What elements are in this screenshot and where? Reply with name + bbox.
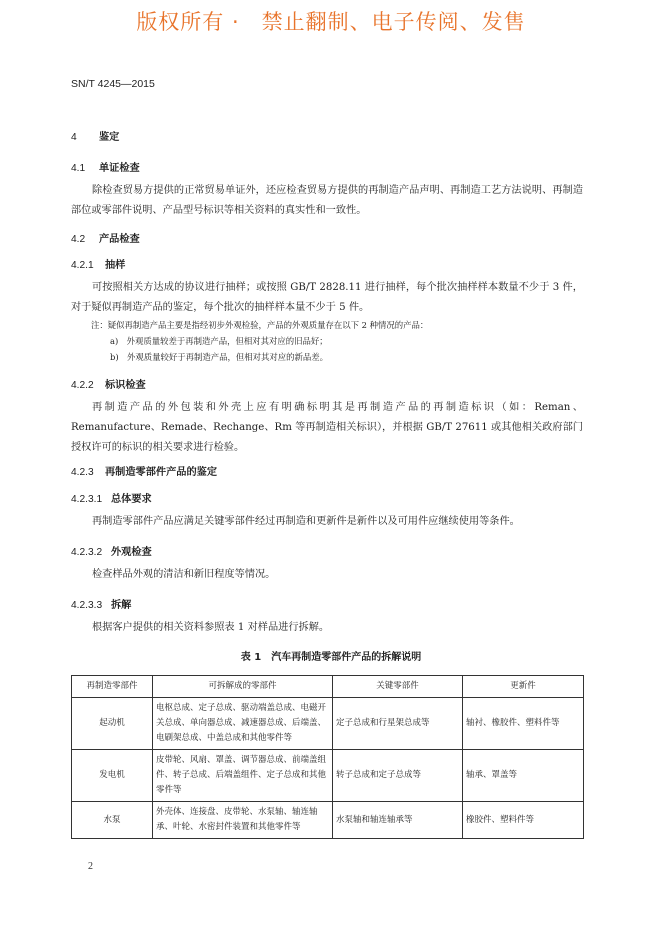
section-title: 鉴定: [99, 132, 120, 143]
table-row: [72, 750, 584, 802]
table-header-cell: 可拆解成的零部件: [153, 676, 333, 698]
section-title: 标识检查: [105, 380, 146, 391]
page-number: 2: [88, 861, 93, 872]
copyright-watermark: 版权所有 · 禁止翻制、电子传阅、发售: [136, 10, 526, 34]
section-heading: [71, 376, 146, 391]
section-title: 总体要求: [111, 494, 152, 505]
section-heading: [71, 256, 125, 271]
table-cell: 转子总成和定子总成等: [333, 750, 463, 802]
section-title: 再制造零部件产品的鉴定: [105, 467, 218, 478]
table-cell: 轴承、罩盖等: [463, 750, 584, 802]
paragraph-disassembly: 根据客户提供的相关资料参照表 1 对样品进行拆解。: [92, 622, 330, 633]
paragraph-document-check: 除检查贸易方提供的正常贸易单证外，还应检查贸易方提供的再制造产品声明、再制造工艺方法说明、再制造部位或零部件说明、产品型号标识等相关资料的真实性和一致性。: [71, 185, 583, 216]
table-header-cell: 再制造零部件: [72, 676, 153, 698]
section-title: 单证检查: [99, 163, 140, 174]
table-cell: 橡胶件、塑料件等: [463, 802, 584, 839]
section-number: 4.2.3.1: [71, 494, 103, 505]
section-number: 4.2.1: [71, 260, 94, 271]
table-header-cell: 更新件: [463, 676, 584, 698]
table-cell: 起动机: [72, 698, 153, 750]
table-cell: 轴衬、橡胶件、塑料件等: [463, 698, 584, 750]
table-cell: 发电机: [72, 750, 153, 802]
section-number: 4.2.3.2: [71, 547, 103, 558]
table-cell: 外壳体、连接盘、皮带轮、水泵轴、轴连轴承、叶轮、水密封件装置和其他零件等: [153, 802, 333, 839]
paragraph-label-check: 再制造产品的外包装和外壳上应有明确标明其是再制造产品的再制造标识（如：Reman、Remanufacture、Remade、Rechange、Rm 等再制造相关标识），并根据 GB/T 27611 或其他相关政府部门授权许可的标识的相关要求进行检验。: [71, 402, 583, 453]
section-number: 4.1: [71, 163, 86, 174]
table-cell: 电枢总成、定子总成、驱动端盖总成、电磁开关总成、单向器总成、减速器总成、后端盖、电刷架总成、中盖总成和其他零件等: [153, 698, 333, 750]
table-cell: 水泵: [72, 802, 153, 839]
table-cell: 定子总成和行星架总成等: [333, 698, 463, 750]
paragraph-appearance-check: 检查样品外观的清洁和新旧程度等情况。: [92, 569, 276, 580]
table-row: [72, 802, 584, 839]
table-header-row: [72, 676, 584, 698]
section-number: 4.2.2: [71, 380, 94, 391]
section-number: 4.2: [71, 234, 86, 245]
section-heading: [71, 490, 152, 505]
paragraph-general-requirements: 再制造零部件产品应满足关键零部件经过再制造和更新件是新件以及可用件应继续使用等条件。: [92, 516, 520, 527]
section-heading: [71, 463, 217, 478]
note-text: 注：疑似再制造产品主要是指经初步外观检验，产品的外观质量存在以下 2 种情况的产品：: [91, 320, 429, 330]
paragraph-sampling: 可按照相关方达成的协议进行抽样；或按照 GB/T 2828.11 进行抽样，每个批次抽样样本数量不少于 3 件，对于疑似再制造产品的鉴定，每个批次的抽样样本量不少于 5 件。: [71, 282, 583, 313]
note-item-b: b) 外观质量较好于再制造产品，但相对其对应的新品差。: [110, 352, 329, 362]
section-title: 外观检查: [111, 547, 152, 558]
table-cell: 皮带轮、风扇、罩盖、调节器总成、前端盖组件、转子总成、后端盖组件、定子总成和其他零件等: [153, 750, 333, 802]
table-header-cell: 关键零部件: [333, 676, 463, 698]
disassembly-table: [71, 675, 584, 839]
standard-code: SN/T 4245—2015: [71, 78, 155, 90]
table-row: [72, 698, 584, 750]
section-heading: [71, 128, 119, 143]
section-title: 产品检查: [99, 234, 140, 245]
section-heading: [71, 159, 140, 174]
section-number: 4: [71, 132, 77, 143]
table-cell: 水泵轴和轴连轴承等: [333, 802, 463, 839]
section-number: 4.2.3: [71, 467, 94, 478]
table-caption: 表 1 汽车再制造零部件产品的拆解说明: [240, 652, 422, 663]
section-title: 抽样: [105, 260, 126, 271]
section-heading: [71, 596, 131, 611]
section-title: 拆解: [111, 600, 132, 611]
note-item-a: a) 外观质量较差于再制造产品，但相对其对应的旧品好；: [110, 336, 328, 346]
section-number: 4.2.3.3: [71, 600, 103, 611]
section-heading: [71, 230, 140, 245]
section-heading: [71, 543, 152, 558]
